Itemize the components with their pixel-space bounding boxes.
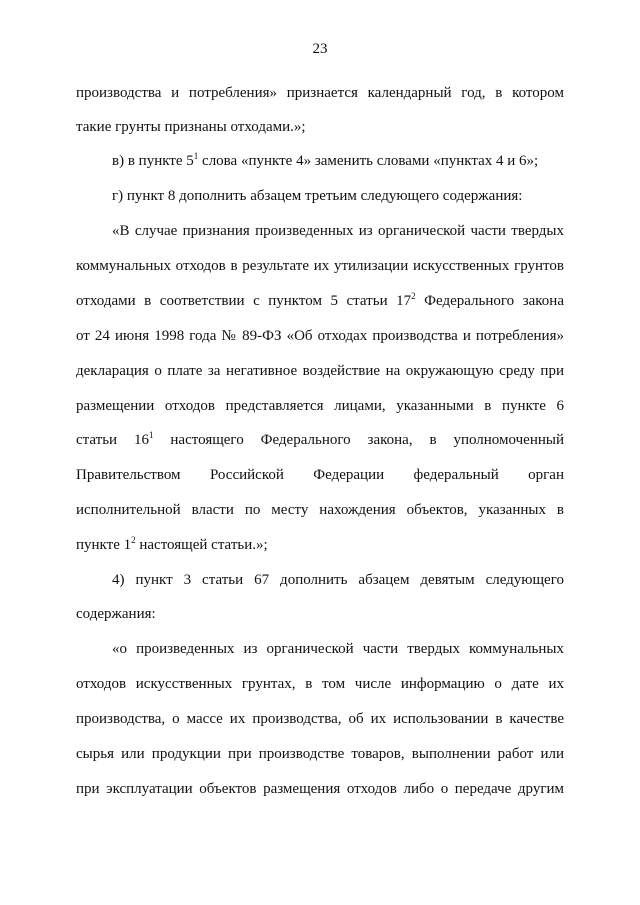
superscript: 1: [193, 151, 199, 161]
text-line-superscript: [76, 535, 564, 555]
text-line-superscript: [76, 430, 564, 450]
text-line: производства и потребления» признается календарный год, в котором: [76, 85, 564, 101]
text-line-superscript: [112, 151, 564, 171]
text-line: от 24 июня 1998 года № 89-ФЗ «Об отходах производства и потребления»: [76, 328, 564, 344]
text-fragment: слова «пункте 4» заменить словами «пунктах 4 и 6»;: [198, 153, 539, 169]
text-line: г) пункт 8 дополнить абзацем третьим следующего содержания:: [112, 188, 523, 204]
text-line-superscript: [76, 291, 564, 311]
text-fragment: пункте 1: [76, 537, 132, 553]
text-line: размещении отходов представляется лицами, указанными в пункте 6: [76, 398, 564, 414]
text-fragment: отходами в соответствии с пунктом 5 статьи 17: [76, 293, 412, 309]
text-line: при эксплуатации объектов размещения отходов либо о передаче другим: [76, 781, 564, 797]
text-line: производства, о массе их производства, об их использовании в качестве: [76, 711, 564, 727]
text-line: исполнительной власти по месту нахождения объектов, указанных в: [76, 502, 564, 518]
text-line: 4) пункт 3 статьи 67 дополнить абзацем девятым следующего: [112, 572, 564, 588]
text-line: такие грунты признаны отходами.»;: [76, 119, 306, 135]
superscript: 2: [131, 535, 136, 545]
text-line: содержания:: [76, 606, 156, 622]
text-line: отходов искусственных грунтах, в том числе информацию о дате их: [76, 676, 564, 692]
text-fragment: настоящей статьи.»;: [135, 537, 268, 553]
text-line: сырья или продукции при производстве товаров, выполнении работ или: [76, 746, 564, 762]
text-line: «В случае признания произведенных из органической части твердых: [112, 223, 564, 239]
text-line: коммунальных отходов в результате их утилизации искусственных грунтов: [76, 258, 564, 274]
text-fragment: статьи 16: [76, 432, 149, 448]
superscript: 1: [149, 430, 154, 440]
text-line: Правительством Российской Федерации федеральный орган: [76, 467, 564, 483]
text-line: «о произведенных из органической части твердых коммунальных: [112, 641, 564, 657]
text-fragment: настоящего Федерального закона, в уполномоченный: [153, 432, 564, 448]
text-fragment: Федерального закона: [415, 293, 564, 309]
superscript: 2: [411, 291, 416, 301]
text-fragment: в) в пункте 5: [112, 153, 194, 169]
text-line: декларация о плате за негативное воздействие на окружающую среду при: [76, 363, 564, 379]
page-number: 23: [312, 41, 328, 57]
